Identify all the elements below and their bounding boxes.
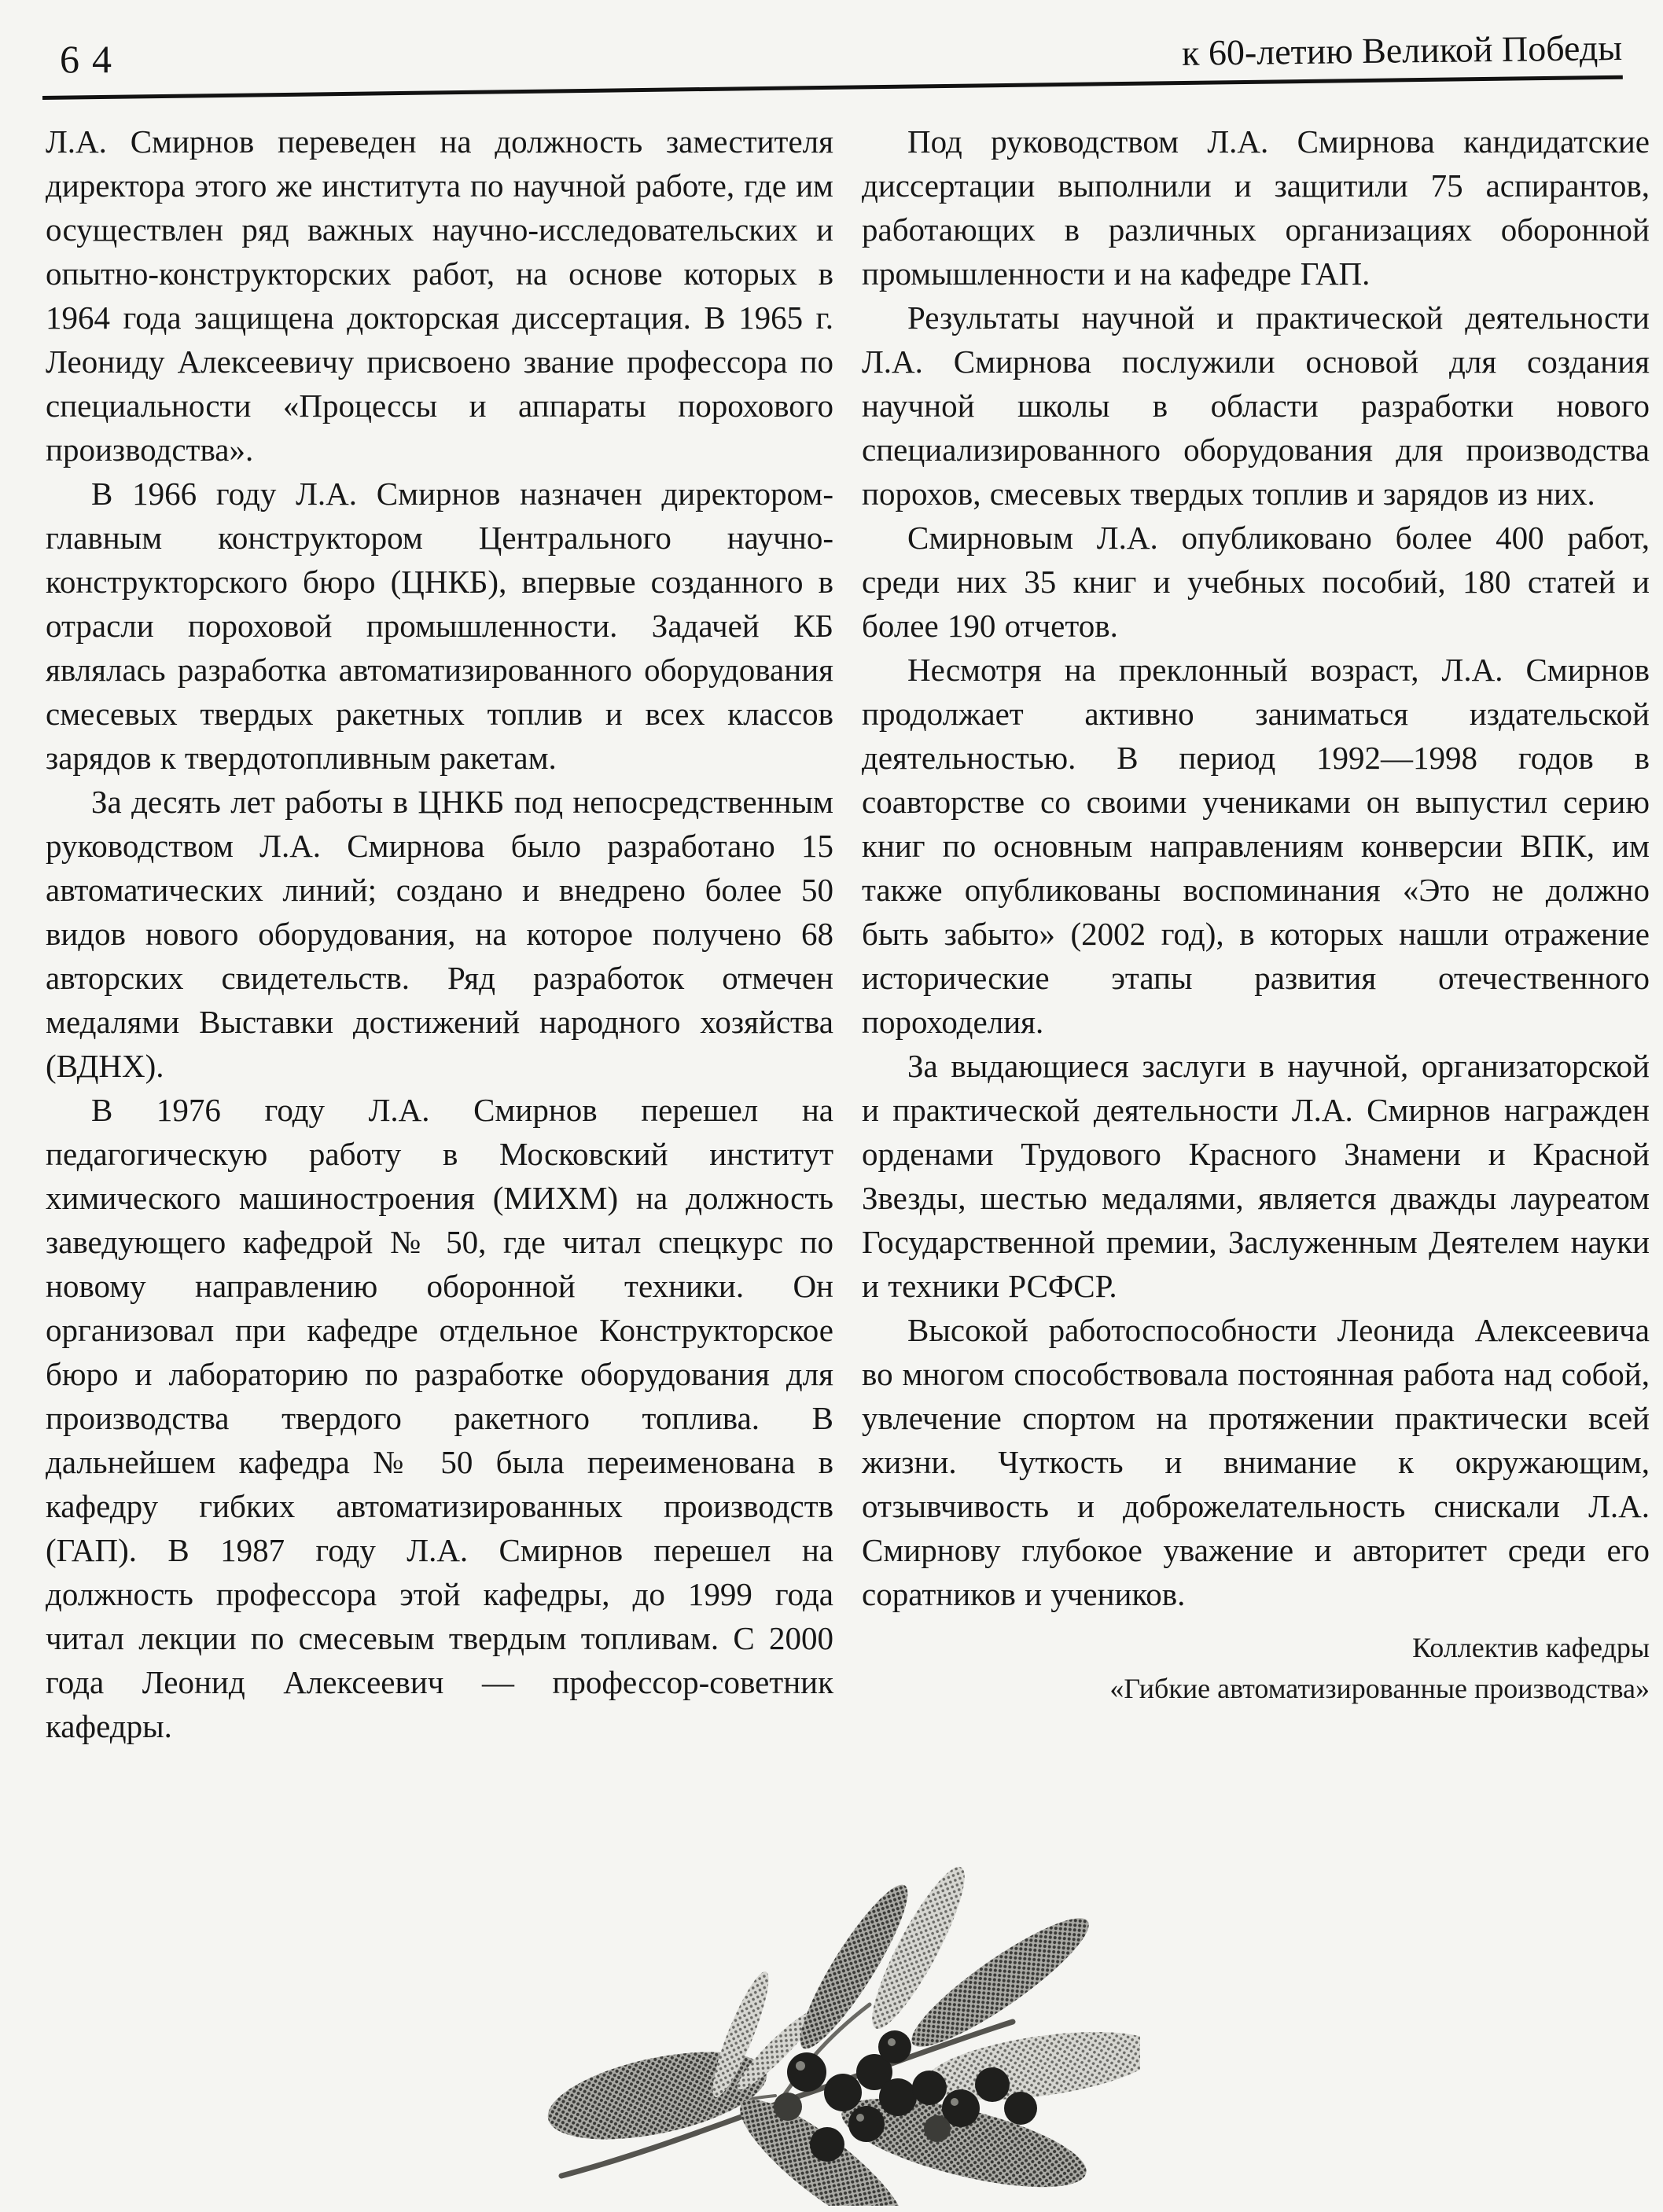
paragraph: Результаты научной и практической деятельности Л.А. Смирнова послужили основой для создания научной школы в области разработки нового специализированного оборудования для производства порохов, смесевых твердых топлив и зарядов из них.: [862, 299, 1650, 512]
page-number: 64: [60, 37, 124, 81]
paragraph: За десять лет работы в ЦНКБ под непосредственным руководством Л.А. Смирнова было разработано 15 автоматических линий; создано и внедрено более 50 видов нового оборудования, на которое получено 68 авторских свидетельств. Ряд разработок отмечен медалями Выставки достижений народного хозяйства (ВДНХ).: [46, 784, 833, 1084]
running-head-title: к 60-летию Великой Победы: [1181, 28, 1623, 73]
right-text-column: [862, 119, 1650, 1748]
signature-line-department: «Гибкие автоматизированные производства»: [1109, 1673, 1650, 1704]
paragraph: В 1966 году Л.А. Смирнов назначен директором-главным конструктором Центрального научно-конструкторского бюро (ЦНКБ), впервые созданного в отрасли пороховой промышленности. Задачей КБ являлась разработка автоматизированного оборудования смесевых твердых ракетных топлив и всех классов зарядов к твердотопливным ракетам.: [46, 476, 833, 776]
signature-line-collective: Коллектив кафедры: [1412, 1632, 1650, 1663]
two-column-text-block: [46, 119, 1650, 1748]
paragraph: Л.А. Смирнов переведен на должность заместителя директора этого же института по научной работе, где им осуществлен ряд важных научно-исследовательских и опытно-конструкторских работ, на основе которых в 1964 года защищена докторская диссертация. В 1965 г. Леониду Алексеевичу присвоено звание профессора по специальности «Процессы и аппараты порохового производства».: [46, 123, 833, 468]
signature-block: [862, 1627, 1650, 1709]
paragraph: За выдающиеся заслуги в научной, организаторской и практической деятельности Л.А. Смирнов награжден орденами Трудового Красного Знамени и Красной Звезды, шестью медалями, является дважды лауреатом Государственной премии, Заслуженным Деятелем науки и техники РСФСР.: [862, 1048, 1650, 1304]
berry-branch-illustration: [539, 1836, 1140, 2206]
paragraph: В 1976 году Л.А. Смирнов перешел на педагогическую работу в Московский институт химического машиностроения (МИХМ) на должность заведующего кафедрой № 50, где читал спецкурс по новому направлению оборонной техники. Он организовал при кафедре отдельное Конструкторское бюро и лабораторию по разработке оборудования для производства твердого ракетного топлива. В дальнейшем кафедра № 50 была переименована в кафедру гибких автоматизированных производств (ГАП). В 1987 году Л.А. Смирнов перешел на должность профессора этой кафедры, до 1999 года читал лекции по смесевым твердым топливам. С 2000 года Леонид Алексеевич — профессор-советник кафедры.: [46, 1092, 833, 1744]
left-text-column: [46, 119, 833, 1748]
header-divider-rule: [42, 75, 1623, 100]
paragraph: Смирновым Л.А. опубликовано более 400 работ, среди них 35 книг и учебных пособий, 180 статей и более 190 отчетов.: [862, 520, 1650, 644]
paragraph: Под руководством Л.А. Смирнова кандидатские диссертации выполнили и защитили 75 аспирантов, работающих в различных организациях оборонной промышленности и на кафедре ГАП.: [862, 123, 1650, 292]
paragraph: Несмотря на преклонный возраст, Л.А. Смирнов продолжает активно заниматься издательской деятельностью. В период 1992—1998 годов в соавторстве со своими учениками он выпустил серию книг по основным направлениям конверсии ВПК, им также опубликованы воспоминания «Это не должно быть забыто» (2002 год), в которых нашли отражение исторические этапы развития отечественного пороходелия.: [862, 652, 1650, 1040]
paragraph: Высокой работоспособности Леонида Алексеевича во многом способствовала постоянная работа над собой, увлечение спортом на протяжении практически всей жизни. Чуткость и внимание к окружающим, отзывчивость и доброжелательность снискали Л.А. Смирнову глубокое уважение и авторитет среди его соратников и учеников.: [862, 1312, 1650, 1612]
